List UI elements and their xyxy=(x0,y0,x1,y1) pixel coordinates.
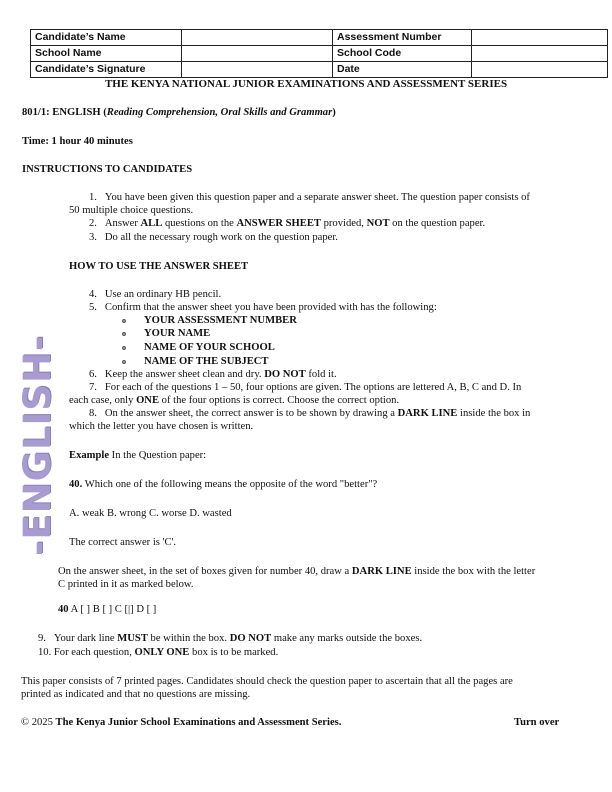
example-intro xyxy=(69,450,206,462)
field-assessment-number[interactable] xyxy=(472,30,608,46)
emphasis: ONLY ONE xyxy=(134,647,190,658)
paper-code-subject: 801/1: ENGLISH ( xyxy=(22,107,107,118)
emphasis: DARK LINE xyxy=(351,566,412,577)
item-number: 2. xyxy=(89,218,97,229)
text: For each question, xyxy=(53,647,135,658)
emphasis: ONE xyxy=(136,395,160,406)
turn-over-label: Turn over xyxy=(514,717,560,728)
text: box is to be marked. xyxy=(189,647,279,658)
bullet-item xyxy=(122,342,275,354)
text: each case, only xyxy=(69,395,137,406)
item-number: 7. xyxy=(89,382,97,393)
field-candidates-name[interactable] xyxy=(182,30,333,46)
example-marked-boxes xyxy=(58,604,156,616)
bullet-circle-icon: o xyxy=(122,357,126,366)
text: questions on the xyxy=(162,218,237,229)
bullet-circle-icon: o xyxy=(122,343,126,352)
table-row xyxy=(31,62,608,78)
label-school-code: School Code xyxy=(333,46,472,62)
text: make any marks outside the boxes. xyxy=(271,633,423,644)
item-number: 4. xyxy=(89,289,97,300)
field-school-code[interactable] xyxy=(472,46,608,62)
table-row xyxy=(31,46,608,62)
text: Keep the answer sheet clean and dry. xyxy=(104,369,265,380)
paper-subtitle: Reading Comprehension, Oral Skills and Grammar xyxy=(106,107,333,118)
paren: ) xyxy=(332,107,336,118)
text: provided, xyxy=(320,218,367,229)
bullet-text: YOUR NAME xyxy=(144,328,211,339)
page-count-note: This paper consists of 7 printed pages. Candidates should check the question paper to ascertain that all the pages are xyxy=(21,676,513,687)
item-text: Use an ordinary HB pencil. xyxy=(104,289,222,300)
text: On the answer sheet, the correct answer is to be shown by drawing a xyxy=(104,408,398,419)
bullet-text: NAME OF THE SUBJECT xyxy=(144,356,269,367)
item-number: 8. xyxy=(89,408,97,419)
instruction-3 xyxy=(89,232,338,244)
example-sheet-instruction-cont: C printed in it as marked below. xyxy=(58,579,194,590)
instruction-8 xyxy=(89,408,530,420)
example-sheet-instruction xyxy=(58,566,535,578)
emphasis: NOT xyxy=(366,218,390,229)
text: On the answer sheet, in the set of boxes given for number 40, draw a xyxy=(58,566,352,577)
instruction-2 xyxy=(89,218,485,230)
question-text: Which one of the following means the opposite of the word "better"? xyxy=(82,479,378,490)
example-question xyxy=(69,479,377,491)
bullet-circle-icon: o xyxy=(122,316,126,325)
instruction-8-cont: which the letter you have chosen is written. xyxy=(69,421,254,432)
item-number: 1. xyxy=(89,192,97,203)
emphasis: ANSWER SHEET xyxy=(236,218,321,229)
item-text: Do all the necessary rough work on the question paper. xyxy=(104,232,338,243)
page-count-note-cont: printed as indicated and that no questions are missing. xyxy=(21,689,251,700)
bullet-item xyxy=(122,315,297,327)
item-number: 5. xyxy=(89,302,97,313)
bullet-text: NAME OF YOUR SCHOOL xyxy=(144,342,275,353)
label-date: Date xyxy=(333,62,472,78)
example-label: Example xyxy=(69,450,110,461)
field-candidates-signature[interactable] xyxy=(182,62,333,78)
emphasis: DO NOT xyxy=(264,369,306,380)
instruction-1 xyxy=(89,192,530,204)
instruction-9 xyxy=(38,633,422,645)
text: of the four options is correct. Choose the correct option. xyxy=(159,395,400,406)
label-assessment-number: Assessment Number xyxy=(333,30,472,46)
instruction-7 xyxy=(89,382,521,394)
item-text: You have been given this question paper and a separate answer sheet. The question paper consists of xyxy=(104,192,530,203)
subject-watermark: -ENGLISH- xyxy=(16,334,59,556)
instruction-7-cont xyxy=(69,395,399,407)
question-number: 40. xyxy=(69,479,83,490)
instruction-10 xyxy=(38,647,278,659)
item-text: Confirm that the answer sheet you have been provided with has the following: xyxy=(104,302,437,313)
emphasis: DO NOT xyxy=(229,633,272,644)
item-number: 3. xyxy=(89,232,97,243)
text: inside the box with the letter xyxy=(411,566,536,577)
publisher-name: The Kenya Junior School Examinations and Assessment Series. xyxy=(55,717,342,728)
label-candidates-name: Candidate’s Name xyxy=(31,30,182,46)
text: In the Question paper: xyxy=(109,450,207,461)
footer-copyright xyxy=(21,717,341,729)
text: Answer xyxy=(104,218,141,229)
bullet-item xyxy=(122,356,269,368)
text: inside the box in xyxy=(457,408,531,419)
emphasis: ALL xyxy=(140,218,163,229)
field-school-name[interactable] xyxy=(182,46,333,62)
label-candidates-signature: Candidate’s Signature xyxy=(31,62,182,78)
copyright-year: © 2025 xyxy=(21,717,56,728)
item-number: 10. xyxy=(38,647,52,658)
answer-sheet-heading: HOW TO USE THE ANSWER SHEET xyxy=(69,261,249,272)
bullet-circle-icon: o xyxy=(122,329,126,338)
text: be within the box. xyxy=(147,633,230,644)
item-number: 9. xyxy=(38,633,46,644)
item-text: For each of the questions 1 – 50, four options are given. The options are lettered A, B, C and D. In xyxy=(104,382,522,393)
instruction-4 xyxy=(89,289,221,301)
exam-time: Time: 1 hour 40 minutes xyxy=(22,136,133,147)
instruction-5 xyxy=(89,302,437,314)
bullet-item xyxy=(122,328,210,340)
label-school-name: School Name xyxy=(31,46,182,62)
instructions-heading: INSTRUCTIONS TO CANDIDATES xyxy=(22,164,193,175)
exam-series-title: THE KENYA NATIONAL JUNIOR EXAMINATIONS AND ASSESSMENT SERIES xyxy=(104,78,508,90)
paper-title xyxy=(22,107,336,119)
example-answer: The correct answer is 'C'. xyxy=(69,537,177,548)
emphasis: DARK LINE xyxy=(397,408,458,419)
instruction-1-cont: 50 multiple choice questions. xyxy=(69,205,194,216)
emphasis: MUST xyxy=(117,633,148,644)
text: fold it. xyxy=(305,369,337,380)
field-date[interactable] xyxy=(472,62,608,78)
table-row xyxy=(31,30,608,46)
answer-boxes: A [ ] B [ ] C [|] D [ ] xyxy=(68,604,157,615)
question-number: 40 xyxy=(58,604,69,615)
candidate-info-table xyxy=(30,29,608,78)
bullet-text: YOUR ASSESSMENT NUMBER xyxy=(144,315,297,326)
item-number: 6. xyxy=(89,369,97,380)
instruction-6 xyxy=(89,369,337,381)
text: on the question paper. xyxy=(389,218,486,229)
text: Your dark line xyxy=(53,633,118,644)
example-options: A. weak B. wrong C. worse D. wasted xyxy=(69,508,232,519)
